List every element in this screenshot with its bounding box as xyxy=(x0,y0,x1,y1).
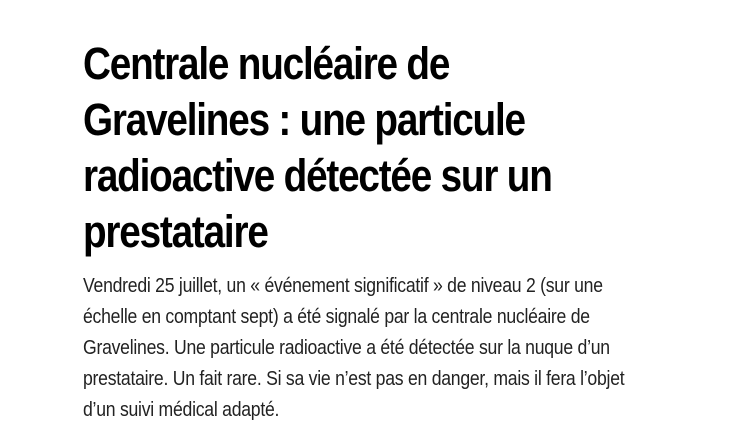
headline-line: Gravelines : une particule xyxy=(83,94,525,145)
headline-line: prestataire xyxy=(83,206,268,257)
lede-line: prestataire. Un fait rare. Si sa vie n’est pas en danger, mais il fera l’objet xyxy=(83,367,625,390)
article-headline[interactable] xyxy=(83,36,723,260)
lede-line: d’un suivi médical adapté. xyxy=(83,398,280,421)
lede-line: Vendredi 25 juillet, un « événement significatif » de niveau 2 (sur une xyxy=(83,274,603,297)
lede-line: Gravelines. Une particule radioactive a été détectée sur la nuque d’un xyxy=(83,336,610,359)
headline-line: Centrale nucléaire de xyxy=(83,38,450,89)
lede-line: échelle en comptant sept) a été signalé par la centrale nucléaire de xyxy=(83,305,590,328)
article xyxy=(83,36,723,421)
article-lede xyxy=(83,270,702,425)
headline-line: radioactive détectée sur un xyxy=(83,150,552,201)
